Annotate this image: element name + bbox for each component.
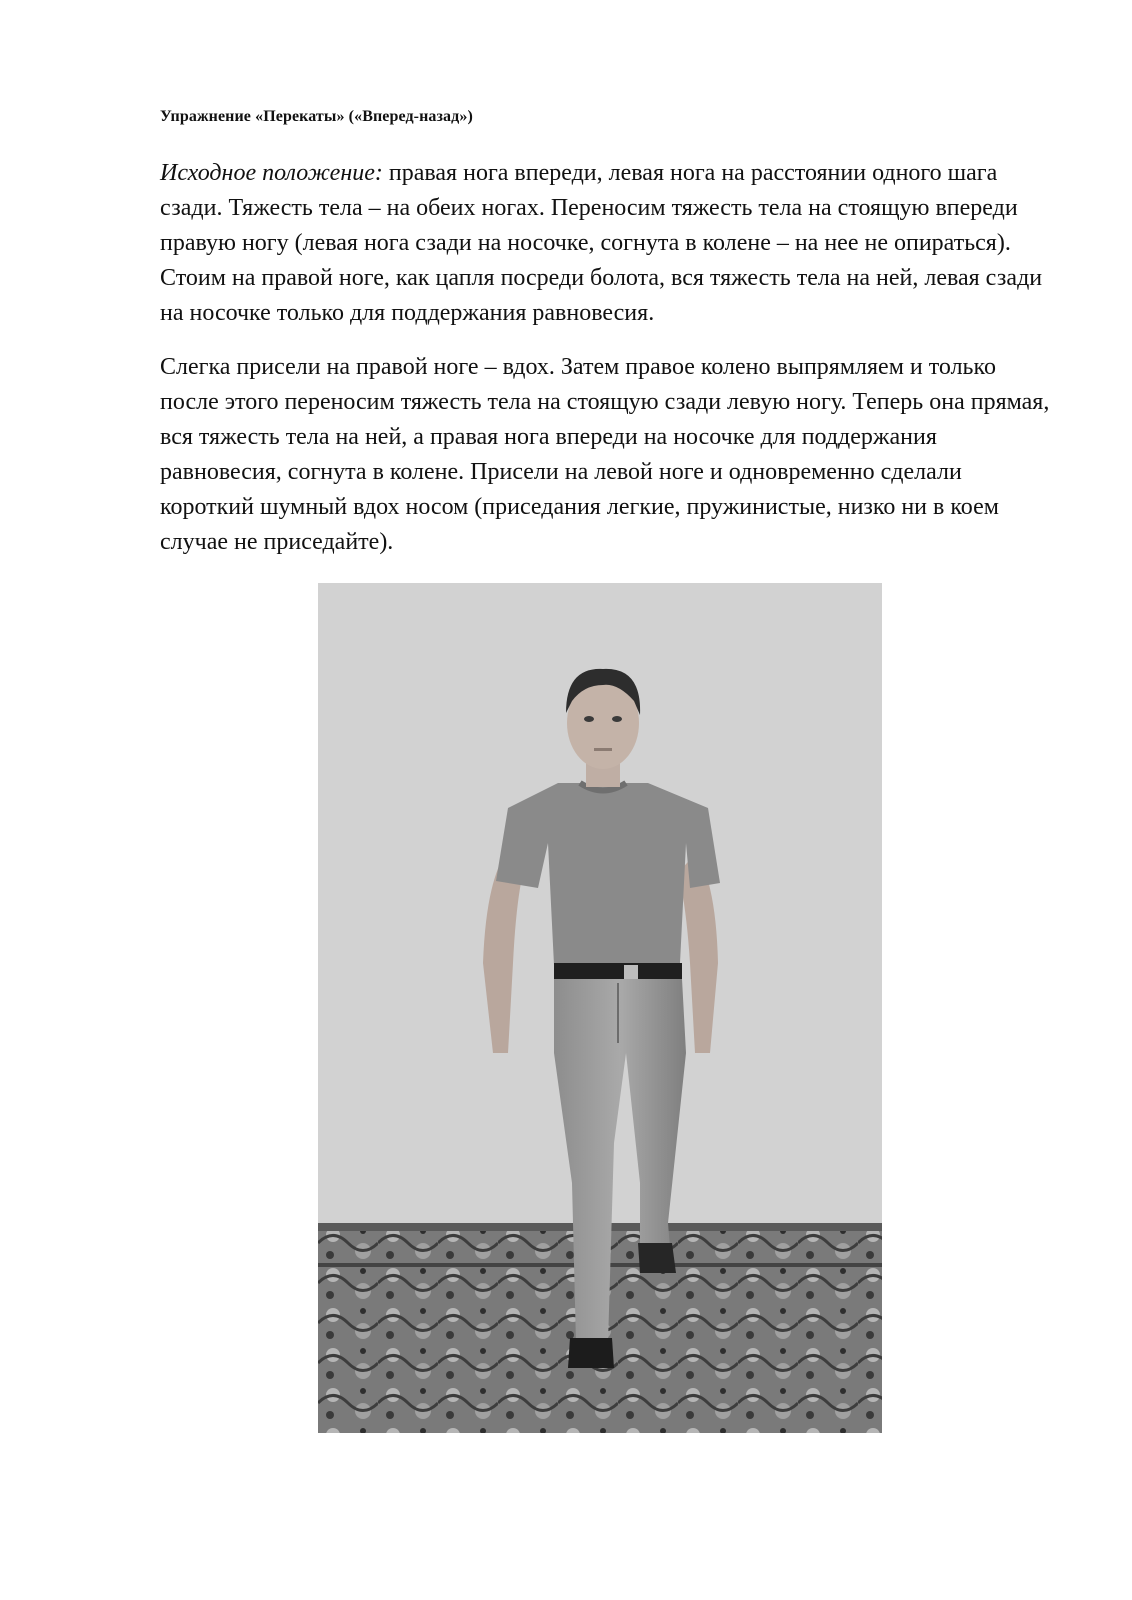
paragraph-text: Слегка присели на правой ноге – вдох. Затем правое колено выпрямляем и только после этого переносим тяжесть тела на стоящую сзади левую ногу. Теперь она прямая, вся тяжесть тела на ней, а правая нога впереди на носочке для поддержания равновесия, согнута в колене. Присели на левой ноге и одновременно сделали короткий шумный вдох носом (приседания легкие, пружинистые, низко ни в коем случае не приседайте). [160,354,1050,555]
paragraph-movement [160,350,1060,560]
exercise-photo [318,583,882,1433]
paragraph-text: правая нога впереди, левая нога на расстоянии одного шага сзади. Тяжесть тела – на обеих ногах. Переносим тяжесть тела на стоящую впереди правую ногу (левая нога сзади на носочке, согнута в колене – на нее не опираться). Стоим на правой ноге, как цапля посреди болота, вся тяжесть тела на ней, левая сзади на носочке только для поддержания равновесия. [160,160,1043,326]
paragraph-lead: Исходное положение: [160,160,383,186]
man-standing-on-carpet-illustration [318,583,882,1433]
paragraph-starting-position [160,156,1060,331]
exercise-title: Упражнение «Перекаты» («Вперед-назад») [160,108,473,125]
